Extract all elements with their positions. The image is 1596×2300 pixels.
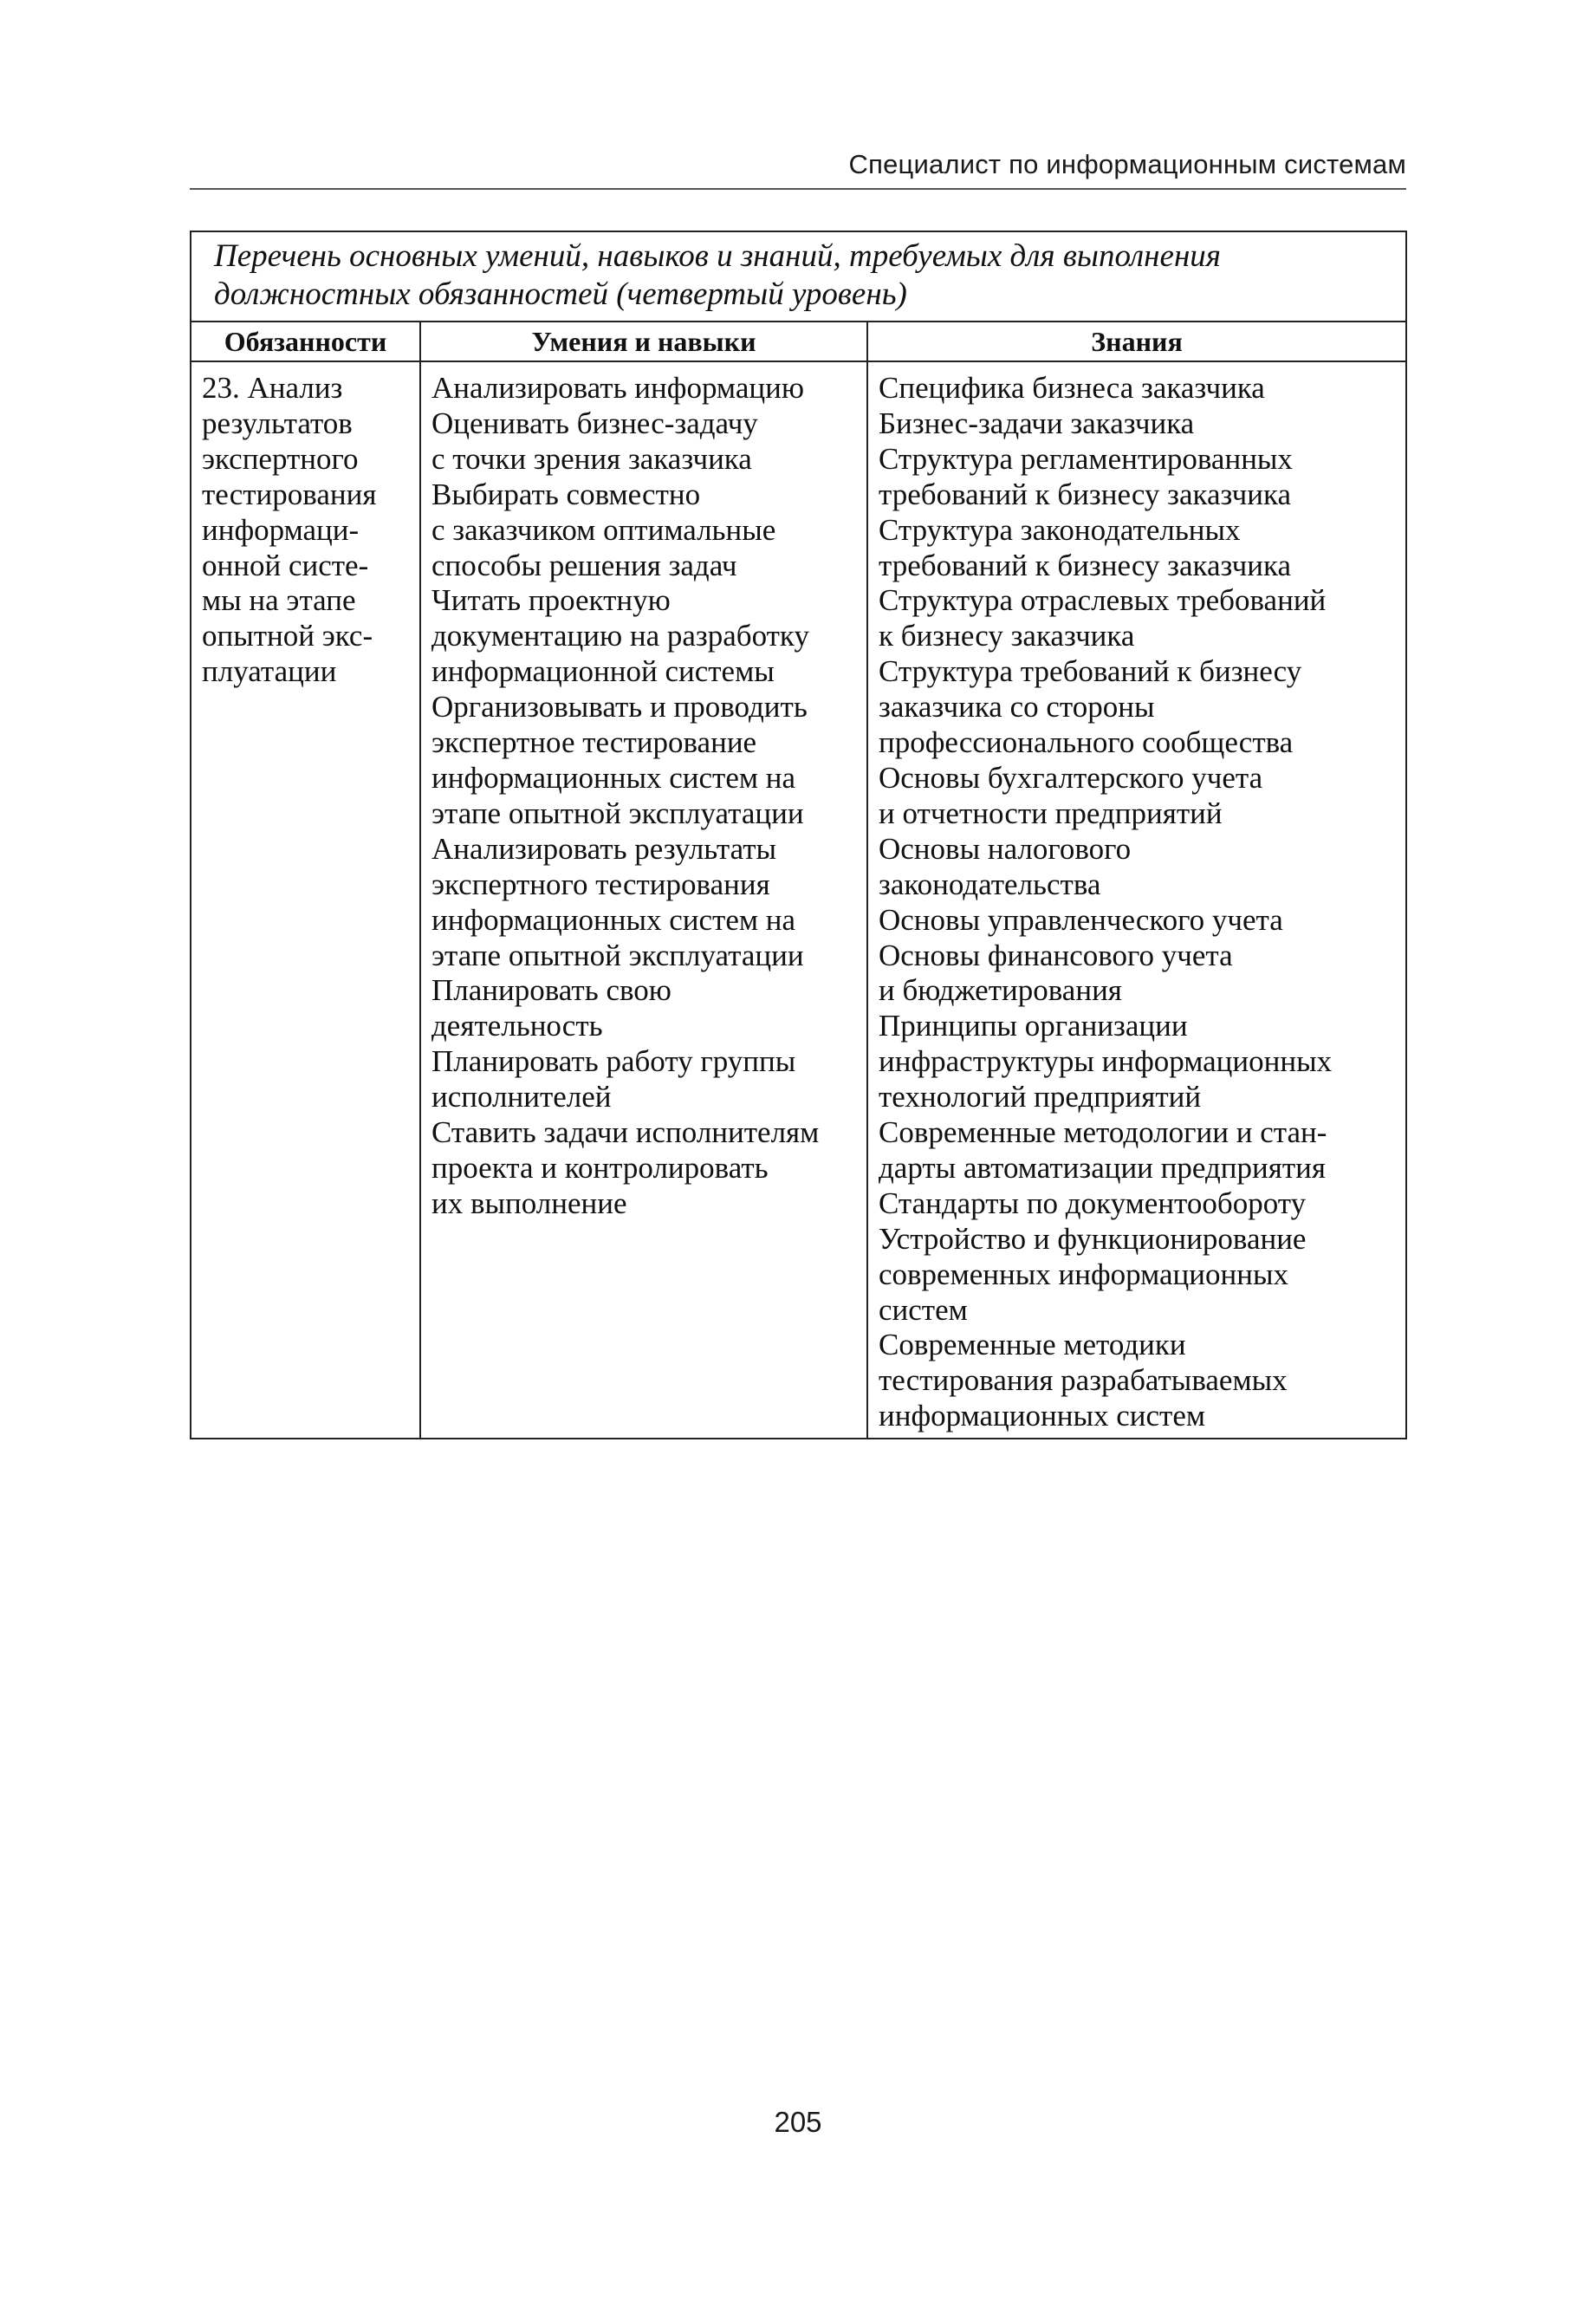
cell-line: Ставить задачи исполнителям	[431, 1115, 820, 1150]
cell-line: Оценивать бизнес-задачу	[431, 406, 758, 440]
cell-line: Стандарты по документообороту	[879, 1186, 1307, 1220]
cell-line: Структура регламентированных	[879, 441, 1293, 476]
caption-line: должностных обязанностей (четвертый уровень)	[214, 276, 907, 312]
cell-line: требований к бизнесу заказчика	[879, 548, 1292, 582]
cell-line: Современные методики	[879, 1328, 1186, 1362]
cell-line: с точки зрения заказчика	[431, 441, 752, 476]
cell-line: экспертного тестирования	[431, 867, 770, 901]
cell-line: Читать проектную	[431, 583, 671, 618]
table-caption	[191, 231, 1406, 322]
cell-line: информаци-	[202, 512, 360, 547]
cell-line: технологий предприятий	[879, 1080, 1202, 1114]
cell-line: экспертного	[202, 441, 359, 476]
cell-line: Планировать свою	[431, 973, 671, 1008]
cell-line: этапе опытной эксплуатации	[431, 796, 804, 830]
cell-line: заказчика со стороны	[879, 690, 1155, 724]
cell-line: информационной системы	[431, 654, 775, 689]
cell-line: плуатации	[202, 654, 337, 689]
cell-line: исполнителей	[431, 1080, 612, 1114]
column-header-knowledge: Знания	[867, 322, 1406, 361]
cell-line: и отчетности предприятий	[879, 796, 1223, 830]
caption-row	[191, 231, 1406, 322]
cell-line: Структура отраслевых требований	[879, 583, 1327, 618]
cell-line: Принципы организации	[879, 1009, 1188, 1043]
header-row	[191, 322, 1406, 361]
cell-line: Основы бухгалтерского учета	[879, 760, 1263, 795]
cell-line: 23. Анализ	[202, 371, 343, 405]
cell-line: к бизнесу заказчика	[879, 619, 1135, 653]
cell-line: Выбирать совместно	[431, 477, 701, 511]
cell-line: Основы финансового учета	[879, 938, 1233, 972]
cell-line: требований к бизнесу заказчика	[879, 477, 1292, 511]
page-number: 205	[774, 2106, 822, 2138]
running-head: Специалист по информационным системам	[848, 149, 1406, 179]
cell-line: Современные методологии и стан-	[879, 1115, 1327, 1150]
cell-line: Планировать работу группы	[431, 1044, 796, 1079]
cell-line: Бизнес-задачи заказчика	[879, 406, 1195, 440]
skills-table	[190, 231, 1407, 1439]
cell-line: экспертное тестирование	[431, 725, 757, 760]
cell-line: Основы налогового	[879, 831, 1132, 866]
cell-line: инфраструктуры информационных	[879, 1044, 1333, 1079]
cell-line: Специфика бизнеса заказчика	[879, 371, 1265, 405]
duties-cell	[191, 361, 420, 1439]
cell-line: онной систе-	[202, 548, 369, 582]
table-row	[191, 361, 1406, 1439]
knowledge-cell	[867, 361, 1406, 1439]
column-header-duties: Обязанности	[191, 322, 420, 361]
cell-line: Устройство и функционирование	[879, 1221, 1307, 1256]
cell-line: Структура законодательных	[879, 512, 1241, 547]
cell-line: деятельность	[431, 1009, 603, 1043]
cell-line: Структура требований к бизнесу	[879, 654, 1302, 689]
cell-line: документацию на разработку	[431, 619, 809, 653]
cell-line: современных информационных	[879, 1257, 1288, 1291]
skills-cell	[420, 361, 867, 1439]
cell-line: дарты автоматизации предприятия	[879, 1150, 1326, 1185]
cell-line: Организовывать и проводить	[431, 690, 808, 724]
cell-line: результатов	[202, 406, 353, 440]
cell-line: Анализировать результаты	[431, 831, 777, 866]
cell-line: законодательства	[879, 867, 1101, 901]
cell-line: систем	[879, 1292, 968, 1327]
cell-line: тестирования	[202, 477, 377, 511]
cell-line: информационных систем	[879, 1399, 1206, 1433]
cell-line: Анализировать информацию	[431, 371, 804, 405]
cell-line: их выполнение	[431, 1186, 627, 1220]
cell-line: мы на этапе	[202, 583, 356, 618]
cell-line: проекта и контролировать	[431, 1150, 769, 1185]
cell-line: опытной экс-	[202, 619, 373, 653]
cell-line: профессионального сообщества	[879, 725, 1294, 760]
cell-line: и бюджетирования	[879, 973, 1122, 1008]
cell-line: Основы управленческого учета	[879, 902, 1283, 937]
cell-line: информационных систем на	[431, 902, 796, 937]
caption-line: Перечень основных умений, навыков и знаний, требуемых для выполнения	[214, 238, 1221, 274]
column-header-skills: Умения и навыки	[420, 322, 867, 361]
cell-line: этапе опытной эксплуатации	[431, 938, 804, 972]
cell-line: с заказчиком оптимальные	[431, 512, 776, 547]
cell-line: тестирования разрабатываемых	[879, 1363, 1288, 1398]
cell-line: способы решения задач	[431, 548, 737, 582]
header-rule	[190, 188, 1406, 190]
cell-line: информационных систем на	[431, 760, 796, 795]
